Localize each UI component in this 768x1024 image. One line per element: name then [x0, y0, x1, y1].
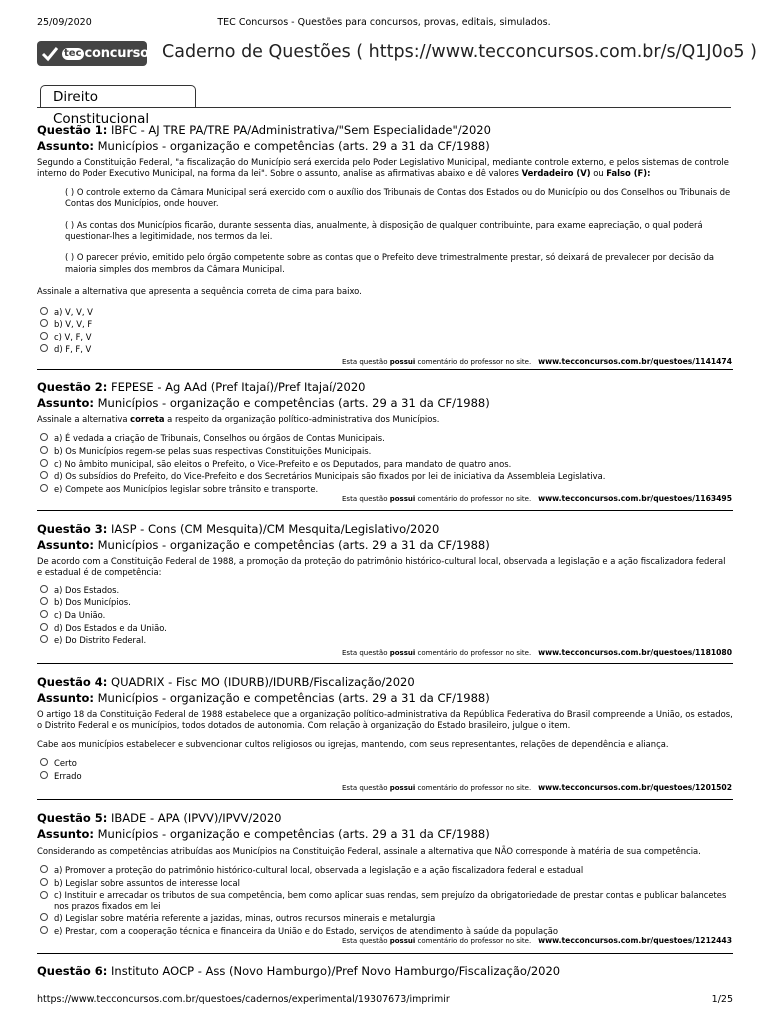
option-e[interactable]: e) Compete aos Municípios legislar sobre trânsito e transporte. [37, 483, 733, 496]
comment-note: Esta questão possui comentário do professor no site. [342, 495, 532, 504]
radio-icon[interactable] [40, 484, 48, 492]
option-a[interactable]: a) É vedada a criação de Tribunais, Conselhos ou órgãos de Contas Municipais. [37, 432, 733, 445]
radio-icon[interactable] [40, 926, 48, 934]
question-3 [37, 521, 733, 659]
option-b[interactable]: b) Legislar sobre assuntos de interesse local [37, 877, 733, 890]
option-b[interactable]: b) V, V, F [37, 318, 733, 331]
radio-icon[interactable] [40, 635, 48, 643]
comment-note: Esta questão possui comentário do professor no site. [342, 358, 532, 367]
radio-icon[interactable] [40, 878, 48, 886]
question-2 [37, 379, 733, 505]
option-e[interactable]: e) Prestar, com a cooperação técnica e financeira da União e do Estado, serviços de atendimento à saúde da população [37, 925, 733, 938]
option-c[interactable]: c) V, F, V [37, 331, 733, 344]
option-d[interactable]: d) Os subsídios do Prefeito, do Vice-Prefeito e dos Secretários Municipais são fixados por lei de iniciativa da Assembleia Legislativa. [37, 470, 733, 483]
statement-3: ( ) O parecer prévio, emitido pelo órgão competente sobre as contas que o Prefeito deve trimestralmente prestar, só deixará de prevalecer por decisão da maioria simples dos membros da Câmara Municipal. [65, 252, 715, 274]
footer-url: https://www.tecconcursos.com.br/questoes/cadernos/experimental/19307673/imprimir [37, 994, 450, 1005]
question-separator [37, 953, 733, 954]
print-date: 25/09/2020 [37, 17, 92, 28]
radio-icon[interactable] [40, 913, 48, 921]
question-separator [37, 799, 733, 800]
option-d[interactable]: d) Dos Estados e da União. [37, 622, 733, 635]
option-errado[interactable]: Errado [37, 770, 733, 783]
radio-icon[interactable] [40, 471, 48, 479]
radio-icon[interactable] [40, 610, 48, 618]
question-footer [37, 935, 733, 947]
option-certo[interactable]: Certo [37, 757, 733, 770]
question-statement: Cabe aos municípios estabelecer e subvencionar cultos religiosos ou igrejas, mantendo, com seus representantes, relações de dependência e aliança. [37, 738, 669, 749]
question-header: Questão 6: Instituto AOCP - Ass (Novo Hamburgo)/Pref Novo Hamburgo/Fiscalização/2020 [37, 964, 561, 978]
option-b[interactable]: b) Dos Municípios. [37, 596, 733, 609]
radio-icon[interactable] [40, 307, 48, 315]
question-5 [37, 810, 733, 947]
question-header: Questão 4: QUADRIX - Fisc MO (IDURB)/IDURB/Fiscalização/2020 [37, 675, 415, 689]
radio-icon[interactable] [40, 585, 48, 593]
statement-1: ( ) O controle externo da Câmara Municipal será exercido com o auxílio dos Tribunais de Contas dos Estados ou do Município ou dos Conselhos ou Tribunais de Contas dos Municípios, onde houver. [65, 186, 731, 209]
question-link[interactable]: www.tecconcursos.com.br/questoes/1163495 [538, 494, 732, 504]
question-footer [37, 782, 733, 794]
question-subject: Assunto: Municípios - organização e competências (arts. 29 a 31 da CF/1988) [37, 691, 490, 705]
question-separator [37, 663, 733, 664]
radio-icon[interactable] [40, 771, 48, 779]
option-c[interactable]: c) Instituir e arrecadar os tributos de sua competência, bem como aplicar suas rendas, sem prejuízo da obrigatoriedade de prestar contas e publicar balancetes nos prazos fixados em lei [37, 890, 733, 913]
question-separator [37, 510, 733, 511]
radio-icon[interactable] [40, 332, 48, 340]
statement-2: ( ) As contas dos Municípios ficarão, durante sessenta dias, anualmente, à disposição de qualquer contribuinte, para exame eapreciação, o qual poderá questionar-lhes a legitimidade, nos termos da lei. [65, 219, 703, 242]
question-stem: De acordo com a Constituição Federal de 1988, a promoção da proteção do patrimônio histórico-cultural local, observada a legislação e a ação fiscalizadora federal e estadual é de competência: [37, 556, 726, 578]
logo-concursos: concursos [84, 46, 157, 61]
question-header: Questão 5: IBADE - APA (IPVV)/IPVV/2020 [37, 811, 282, 825]
question-subject: Assunto: Municípios - organização e competências (arts. 29 a 31 da CF/1988) [37, 827, 490, 841]
radio-icon[interactable] [40, 623, 48, 631]
option-d[interactable]: d) Legislar sobre matéria referente a jazidas, minas, outros recursos minerais e metalurgia [37, 912, 733, 925]
question-instruction: Assinale a alternativa que apresenta a sequência correta de cima para baixo. [37, 286, 362, 297]
question-footer [37, 493, 733, 505]
question-subject: Assunto: Municípios - organização e competências (arts. 29 a 31 da CF/1988) [37, 538, 490, 552]
option-d[interactable]: d) F, F, V [37, 343, 733, 356]
option-c[interactable]: c) No âmbito municipal, são eleitos o Prefeito, o Vice-Prefeito e os Deputados, para mandato de quatro anos. [37, 458, 733, 471]
radio-icon[interactable] [40, 597, 48, 605]
check-icon [41, 45, 59, 63]
print-footer [37, 994, 733, 1005]
radio-icon[interactable] [40, 891, 48, 899]
question-stem: Considerando as competências atribuídas aos Municípios na Constituição Federal, assinale a alternativa que NÃO corresponde à matéria de sua competência. [37, 846, 701, 856]
option-a[interactable]: a) V, V, V [37, 306, 733, 319]
question-header: Questão 2: FEPESE - Ag AAd (Pref Itajaí)/Pref Itajaí/2020 [37, 380, 366, 394]
question-subject: Assunto: Municípios - organização e competências (arts. 29 a 31 da CF/1988) [37, 396, 490, 410]
tecconcursos-logo[interactable] [37, 41, 157, 66]
comment-note: Esta questão possui comentário do professor no site. [342, 784, 532, 793]
question-stem: Segundo a Constituição Federal, "a fiscalização do Município será exercida pelo Poder Legislativo Municipal, mediante controle externo, e pelos sistemas de controle interno do Poder Executivo Municipal, na forma da lei". Sobre o assunto, analise as afirmativas abaixo e dê valores Verdadeiro (V) ou Falso (F): [37, 157, 729, 179]
radio-icon[interactable] [40, 446, 48, 454]
option-a[interactable]: a) Dos Estados. [37, 584, 733, 597]
comment-note: Esta questão possui comentário do professor no site. [342, 936, 532, 945]
question-1 [37, 122, 733, 368]
radio-icon[interactable] [40, 459, 48, 467]
question-stem: O artigo 18 da Constituição Federal de 1988 estabelece que a organização político-administrativa da República Federativa do Brasil compreende a União, os estados, o Distrito Federal e os municípios, todos dotados de autonomia. Com relação à organização do Estado brasileiro, julgue o item. [37, 709, 733, 731]
question-link[interactable]: www.tecconcursos.com.br/questoes/1212443 [538, 935, 732, 945]
question-footer [37, 356, 733, 368]
print-header [0, 17, 768, 31]
question-link[interactable]: www.tecconcursos.com.br/questoes/1141474 [538, 357, 732, 367]
question-subject: Assunto: Municípios - organização e competências (arts. 29 a 31 da CF/1988) [37, 139, 490, 153]
question-separator [37, 369, 733, 370]
page-number: 1/25 [711, 994, 733, 1005]
question-stem: Assinale a alternativa correta a respeito da organização político-administrativa dos Municípios. [37, 414, 440, 424]
radio-icon[interactable] [40, 865, 48, 873]
question-4 [37, 674, 733, 794]
option-c[interactable]: c) Da União. [37, 609, 733, 622]
option-e[interactable]: e) Do Distrito Federal. [37, 634, 733, 647]
question-link[interactable]: www.tecconcursos.com.br/questoes/1181080 [538, 647, 732, 657]
radio-icon[interactable] [40, 319, 48, 327]
question-link[interactable]: www.tecconcursos.com.br/questoes/1201502 [538, 783, 732, 793]
logo-tec: tec [64, 47, 82, 59]
radio-icon[interactable] [40, 344, 48, 352]
comment-note: Esta questão possui comentário do professor no site. [342, 648, 532, 657]
tab-direito-constitucional[interactable]: Direito Constitucional [40, 85, 196, 107]
radio-icon[interactable] [40, 433, 48, 441]
notebook-title: Caderno de Questões ( https://www.tecconcursos.com.br/s/Q1J0o5 ) [162, 42, 757, 62]
question-header: Questão 3: IASP - Cons (CM Mesquita)/CM Mesquita/Legislativo/2020 [37, 522, 440, 536]
print-page-title: TEC Concursos - Questões para concursos, provas, editais, simulados. [217, 17, 551, 28]
radio-icon[interactable] [40, 758, 48, 766]
tab-underline [37, 107, 731, 108]
question-footer [37, 647, 733, 659]
question-header: Questão 1: IBFC - AJ TRE PA/TRE PA/Administrativa/"Sem Especialidade"/2020 [37, 123, 491, 137]
option-a[interactable]: a) Promover a proteção do patrimônio histórico-cultural local, observada a legislação e a ação fiscalizadora federal e estadual [37, 864, 733, 877]
option-b[interactable]: b) Os Municípios regem-se pelas suas respectivas Constituições Municipais. [37, 445, 733, 458]
question-6 [37, 963, 733, 979]
